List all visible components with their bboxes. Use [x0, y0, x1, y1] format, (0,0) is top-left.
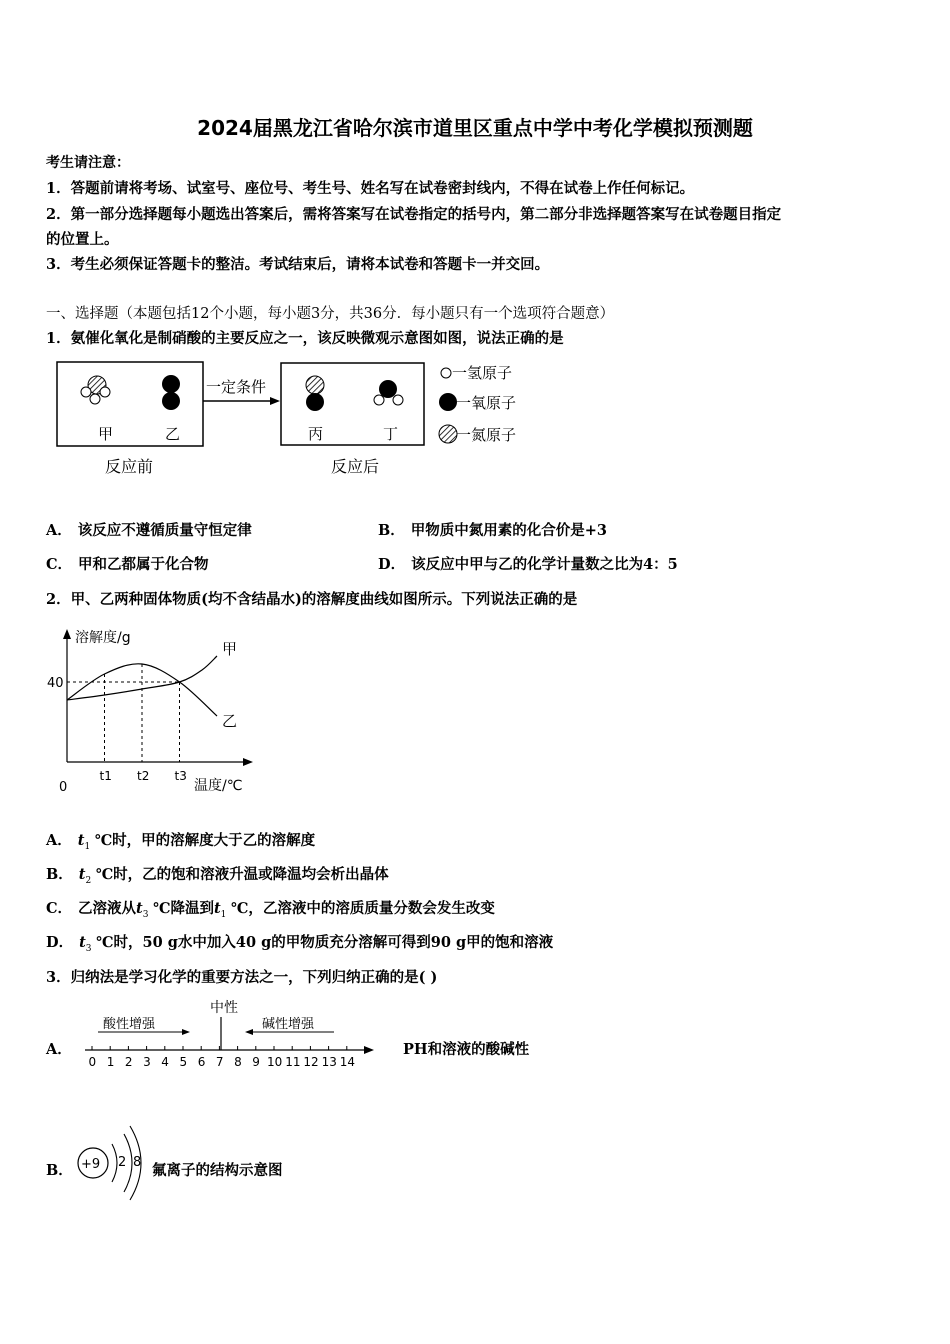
x-tick-label-t1: t1	[99, 769, 112, 783]
notice-heading: 考生请注意：	[46, 155, 130, 171]
legend-hydrogen-icon	[441, 368, 451, 378]
oxygen-atom	[306, 393, 324, 411]
label-yi: 乙	[165, 425, 181, 443]
hydrogen-atom	[100, 387, 110, 397]
after-box	[281, 363, 424, 445]
ph-tick-label: 4	[161, 1055, 169, 1069]
ph-scale-diagram	[80, 995, 390, 1075]
q1-option-d[interactable]: D． 该反应中甲与乙的化学计量数之比为4：5	[378, 556, 678, 573]
ph-tick-label: 1	[106, 1055, 115, 1069]
q3-option-a-label[interactable]: A．	[46, 1041, 72, 1058]
fluoride-ion-diagram	[74, 1122, 154, 1202]
hydrogen-atom	[393, 395, 403, 405]
q1-stem: 1．氨催化氧化是制硝酸的主要反应之一，该反映微观示意图如图，说法正确的是	[46, 330, 564, 347]
oxygen-atom	[162, 375, 180, 393]
ph-acid-label: 酸性增强	[103, 1017, 156, 1032]
legend-nitrogen-icon	[439, 425, 457, 443]
legend-hydrogen: 一氢原子	[452, 364, 513, 382]
ph-tick-label: 9	[252, 1055, 260, 1069]
ph-tick-label: 13	[321, 1055, 337, 1069]
label-after: 反应后	[331, 457, 380, 476]
q3-option-b-text: 氟离子的结构示意图	[152, 1162, 283, 1179]
q3-option-a-text: PH和溶液的酸碱性	[403, 1041, 530, 1058]
ph-tick-label: 6	[197, 1055, 206, 1069]
notice-item-1: 1．答题前请将考场、试室号、座位号、考生号、姓名写在试卷密封线内，不得在试卷上作任何标记。	[46, 180, 695, 197]
ph-tick-label: 10	[267, 1055, 283, 1069]
q2-option-b[interactable]: B． $t_2$ ℃时，乙的饱和溶液升温或降温均会析出晶体	[46, 866, 389, 886]
label-jia: 甲	[98, 425, 114, 443]
q2-stem: 2．甲、乙两种固体物质(均不含结晶水)的溶解度曲线如图所示。下列说法正确的是	[46, 591, 578, 608]
hydrogen-atom	[374, 395, 384, 405]
ph-tick-label: 8	[234, 1055, 242, 1069]
x-tick-label-t2: t2	[137, 769, 150, 783]
y-axis-label: 溶解度/g	[75, 630, 131, 646]
notice-item-2-cont: 的位置上。	[46, 231, 119, 248]
label-bing: 丙	[308, 425, 324, 443]
ph-base-label: 碱性增强	[262, 1017, 315, 1032]
ph-tick-label: 2	[124, 1055, 133, 1069]
before-box	[57, 362, 203, 446]
shell1-electrons: 2	[118, 1155, 127, 1170]
q2-option-a[interactable]: A． $t_1$ ℃时，甲的溶解度大于乙的溶解度	[46, 832, 316, 852]
q1-option-a[interactable]: A． 该反应不遵循质量守恒定律	[46, 522, 252, 539]
q1-option-b[interactable]: B． 甲物质中氮用素的化合价是+3	[378, 522, 608, 539]
series-label-jia: 甲	[222, 640, 238, 658]
ph-tick-label: 7	[215, 1055, 224, 1069]
ph-axis-arrow	[364, 1046, 374, 1054]
ph-tick-label: 3	[143, 1055, 151, 1069]
electron-shell-1	[112, 1144, 117, 1182]
ph-tick-label: 0	[88, 1055, 97, 1069]
legend-oxygen-icon	[439, 393, 457, 411]
shell2-electrons: 8	[133, 1155, 142, 1170]
q1-option-c[interactable]: C． 甲和乙都属于化合物	[46, 556, 209, 573]
origin-label: 0	[59, 780, 68, 795]
q2-option-c[interactable]: C． 乙溶液从$t_3$ ℃降温到$t_1$ ℃，乙溶液中的溶质质量分数会发生改变	[46, 900, 495, 920]
ph-tick-label: 14	[339, 1055, 356, 1069]
y-marker-label: 40	[47, 676, 64, 691]
ph-tick-label: 5	[179, 1055, 188, 1069]
hydrogen-atom	[90, 394, 100, 404]
nitrogen-atom	[306, 376, 324, 394]
series-label-yi: 乙	[222, 712, 238, 730]
arrow-head	[270, 397, 280, 405]
q1-reaction-diagram	[50, 355, 540, 480]
legend-nitrogen: 一氮原子	[456, 426, 517, 444]
section-heading: 一、选择题（本题包括12个小题，每小题3分，共36分．每小题只有一个选项符合题意）	[46, 306, 615, 322]
x-axis-label: 温度/℃	[194, 778, 243, 794]
notice-item-3: 3．考生必须保证答题卡的整洁。考试结束后，请将本试卷和答题卡一并交回。	[46, 256, 550, 273]
solubility-chart	[40, 625, 270, 800]
q3-stem: 3．归纳法是学习化学的重要方法之一，下列归纳正确的是( )	[46, 969, 438, 986]
ph-tick-label: 12	[303, 1055, 319, 1069]
y-axis-arrow	[63, 629, 71, 639]
legend-oxygen: 一氧原子	[456, 394, 517, 412]
label-ding: 丁	[383, 425, 399, 443]
hydrogen-atom	[81, 387, 91, 397]
x-tick-label-t3: t3	[174, 769, 187, 783]
acid-arrow-head	[182, 1029, 190, 1035]
notice-item-2: 2．第一部分选择题每小题选出答案后，需将答案写在试卷指定的括号内，第二部分非选择题答案写在试卷题目指定	[46, 206, 782, 223]
q2-option-d[interactable]: D． $t_3$ ℃时，50 g水中加入40 g的甲物质充分溶解可得到90 g甲的饱和溶液	[46, 934, 554, 954]
page-title: 2024届黑龙江省哈尔滨市道里区重点中学中考化学模拟预测题	[197, 116, 753, 140]
x-axis-arrow	[243, 758, 253, 766]
q3-option-b-label[interactable]: B．	[46, 1162, 73, 1179]
nucleus-charge: +9	[81, 1157, 101, 1172]
reaction-condition: 一定条件	[206, 378, 267, 396]
oxygen-atom	[162, 392, 180, 410]
label-before: 反应前	[105, 457, 154, 476]
base-arrow-head	[245, 1029, 253, 1035]
ph-neutral-label: 中性	[210, 1000, 238, 1016]
ph-tick-label: 11	[285, 1055, 301, 1069]
